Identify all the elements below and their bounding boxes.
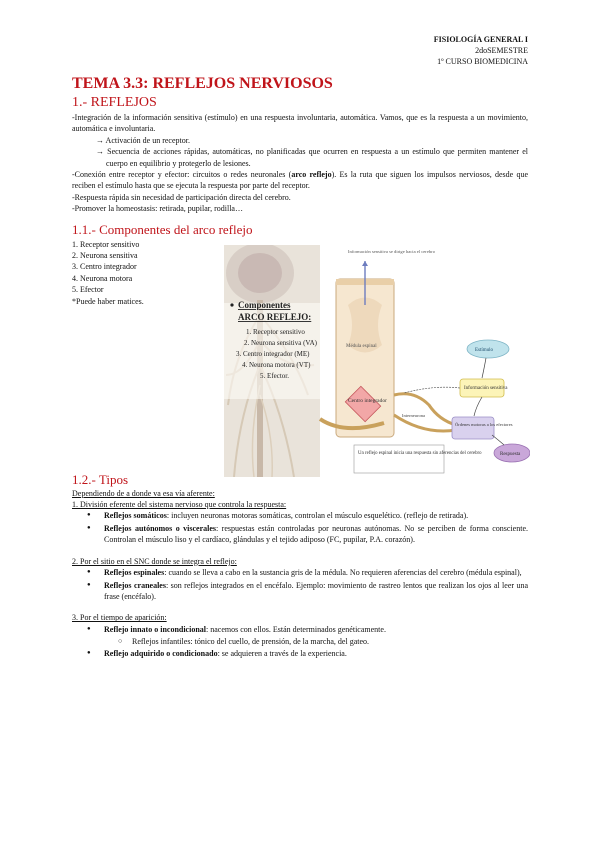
item-text: : incluyen neuronas motoras somáticas, controlan el músculo esquelético. (reflejo de retirada). <box>166 511 469 521</box>
item-term: Reflejos craneales <box>104 580 166 590</box>
type-3-title <box>72 612 528 623</box>
item-text: : nacemos con ellos. Están determinados genéticamente. <box>206 624 386 634</box>
slide-item: 5. Efector. <box>260 371 289 380</box>
s1-paragraph-4: -Promover la homeostasis: retirada, pupilar, rodilla… <box>72 204 243 214</box>
type-1-list <box>72 510 528 545</box>
item-term: Reflejo adquirido o condicionado <box>104 648 218 658</box>
s1-p2-bold: arco reflejo <box>291 170 332 180</box>
sensory-info-label: Información sensitiva <box>464 385 508 391</box>
response-label: Respuesta <box>500 451 521 457</box>
page-content <box>72 74 528 660</box>
item-text: : son reflejos integrados en el encéfalo. Ejemplo: movimiento de rastreo lentos que realizan los ojos al leer una frase (encéfalo). <box>104 580 529 601</box>
item-term: Reflejos somáticos <box>104 511 167 521</box>
list-item: 1. Receptor sensitivo <box>72 239 140 249</box>
slide-title-1: Componentes <box>238 299 291 310</box>
header-degree: 1º CURSO BIOMEDICINA <box>437 57 528 66</box>
list-item: 2. Neurona sensitiva <box>72 251 138 261</box>
brain-direction-label: Información sensitiva se dirige hacia el cerebro <box>348 248 435 254</box>
list-item <box>104 523 528 546</box>
slide-item: 4. Neurona motora (VT) <box>242 360 311 369</box>
section-1-heading: 1.- REFLEJOS <box>72 95 157 110</box>
section-1-1 <box>72 221 528 471</box>
list-item: ○ Reflejos infantiles: tónico del cuello, de prensión, de la marcha, del gateo. <box>132 636 528 647</box>
type-2-title-text: 2. Por el sitio en el SNC donde se integra el reflejo: <box>72 556 237 566</box>
header-course: FISIOLOGÍA GENERAL I <box>433 35 528 44</box>
s1-paragraph-1: -Integración de la información sensitiva (estímulo) en una respuesta involuntaria, automática. Vamos, que es la respuesta a un movimiento, automática e involuntaria. <box>72 113 528 134</box>
s1-p2-end: ). Es la ruta que siguen los impulsos nerviosos, desde que reciben el estímulo hasta que se ejecuta la respuesta por parte del receptor. <box>72 170 528 191</box>
list-item <box>104 648 528 659</box>
list-item: *Puede haber matices. <box>72 296 144 306</box>
type-1-title-text: 1. División eferente del sistema nervioso que controla la respuesta: <box>72 500 287 510</box>
slide-title-2: ARCO REFLEJO: <box>238 311 312 322</box>
type-3-title-text: 3. Por el tiempo de aparición: <box>72 613 167 623</box>
slide-item: 1. Receptor sensitivo <box>246 327 305 336</box>
stimulus-label: Estímulo <box>475 347 494 353</box>
type-3-list-cont <box>72 648 528 659</box>
interneuron-label: Interneurona <box>402 412 425 418</box>
list-item <box>104 510 528 521</box>
s1-arrow-1: → Activación de un receptor. <box>96 135 190 145</box>
type-1-title <box>72 499 528 510</box>
item-term: Reflejos espinales <box>104 568 165 578</box>
type-2-list <box>72 567 528 602</box>
section-1-1-heading: 1.1.- Componentes del arco reflejo <box>72 221 253 237</box>
spinal-cord-label: Médula espinal <box>346 343 377 349</box>
list-item: 4. Neurona motora <box>72 273 133 283</box>
spinal-reflex-caption: Un reflejo espinal inicia una respuesta sin aferencias del cerebro <box>358 450 482 456</box>
motor-orders-label: Órdenes motoras a los efectores <box>455 421 513 427</box>
page-title: TEMA 3.3: REFLEJOS NERVIOSOS <box>72 75 333 92</box>
type-3-list <box>72 624 528 635</box>
reflex-arc-figure <box>224 245 530 477</box>
list-item <box>104 624 528 635</box>
item-text: : cuando se lleva a cabo en la sustancia gris de la médula. No requieren aferencias del cerebro (médula espinal), <box>164 568 522 578</box>
list-item <box>104 567 528 578</box>
s1-arrow-2: → Secuencia de acciones rápidas, automáticas, no planificadas que ocurren en respuesta a un estímulo que permiten mantener el cuerpo en equilibrio y protegerlo de lesiones. <box>96 147 528 168</box>
list-item <box>104 580 528 603</box>
item-term: Reflejo innato o incondicional <box>104 624 207 634</box>
components-list <box>72 239 144 307</box>
slide-item: 2. Neurona sensitiva (VA) <box>244 338 317 347</box>
integrating-center-label: Centro integrador <box>348 397 387 404</box>
s1-paragraph-3: -Respuesta rápida sin necesidad de participación directa del cerebro. <box>72 192 291 202</box>
list-item: 5. Efector <box>72 285 104 295</box>
item-term: Reflejos autónomos o viscerales <box>104 523 217 533</box>
page-header <box>434 34 528 67</box>
s1-paragraph-2 <box>72 169 528 192</box>
slide-item: 3. Centro integrador (ME) <box>236 349 310 358</box>
section-1-2-heading: 1.2.- Tipos <box>72 471 128 487</box>
types-intro: Dependiendo de a donde va esa vía aferente: <box>72 488 215 498</box>
type-2-title <box>72 556 528 567</box>
item-text: : respuestas están controladas por neuronas autónomas. No se perciben de forma consciente. Controlan el músculo liso y el cardíaco, glándulas y el tejido adiposo (FC, pupilar, P.A. corazón). <box>104 523 529 545</box>
s1-p2-start: -Conexión entre receptor y efector: circuitos o redes neuronales ( <box>72 170 292 180</box>
item-text: : se adquieren a través de la experiencia. <box>217 648 347 658</box>
header-semester: 2doSEMESTRE <box>475 46 528 55</box>
list-item: 3. Centro integrador <box>72 262 137 272</box>
type-3-sublist <box>72 636 528 647</box>
slide-text <box>230 300 317 380</box>
